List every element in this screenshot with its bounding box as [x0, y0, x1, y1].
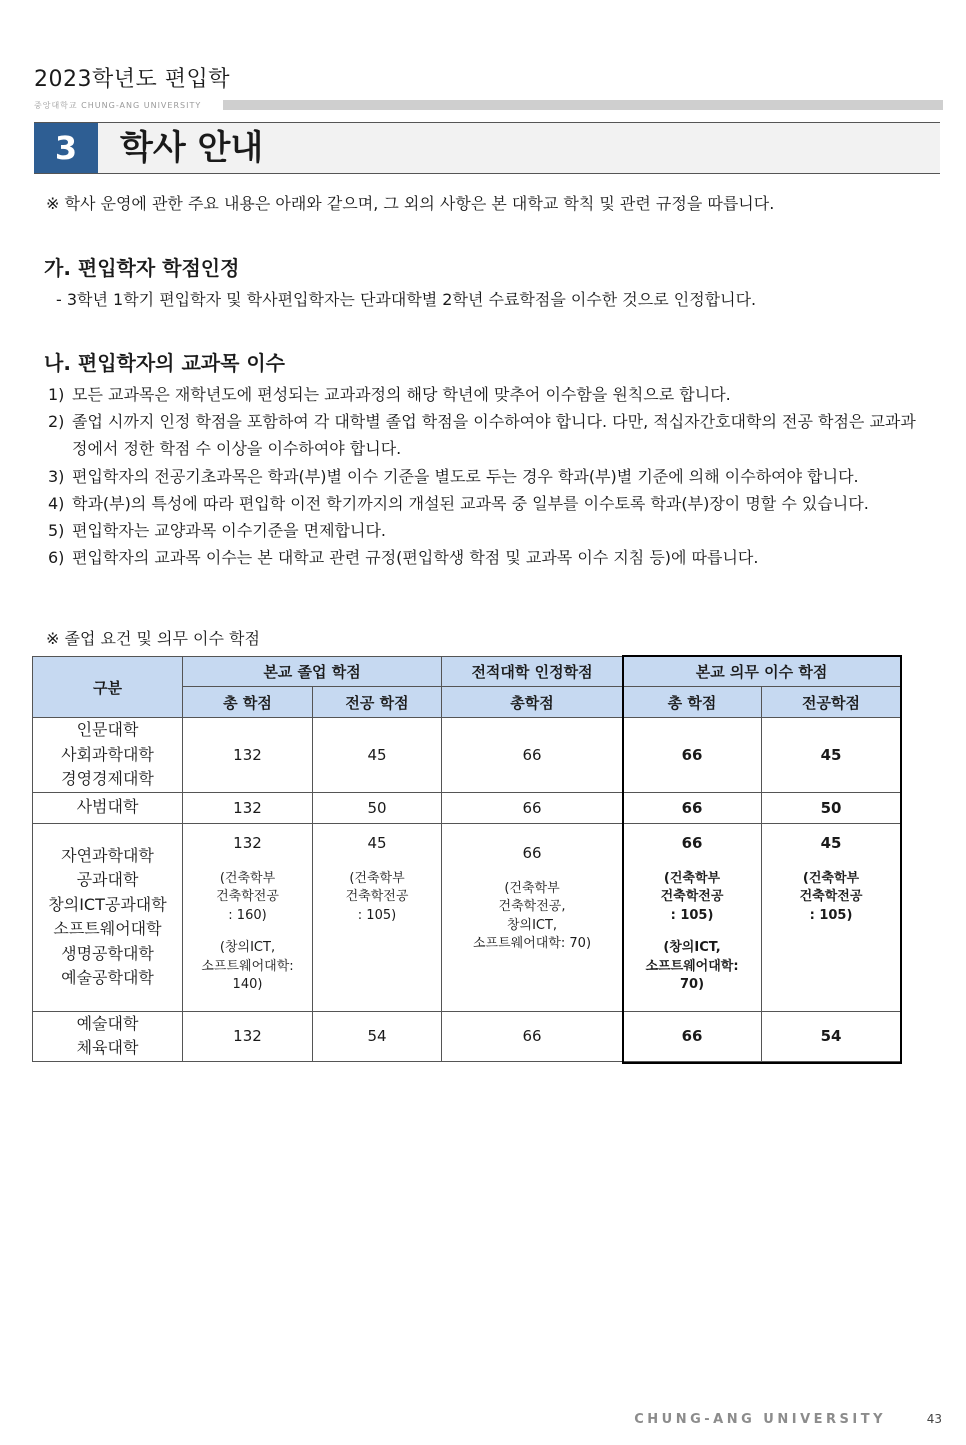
- mand-major-cell: 45: [762, 718, 901, 793]
- cell-value: 132: [233, 833, 262, 852]
- section-number: 3: [34, 123, 98, 173]
- table-row: [33, 792, 901, 823]
- note-line: 70): [679, 977, 705, 992]
- note-line: : 160): [228, 907, 267, 923]
- cell-value: 66: [681, 833, 703, 852]
- note-line: (창의ICT,: [219, 940, 276, 955]
- prev-total-cell: [442, 823, 623, 1011]
- course-rules-list: [48, 381, 948, 571]
- part-b-heading: 나. 편입학자의 교과목 이수: [44, 351, 286, 375]
- college-name: 자연과학대학: [61, 845, 154, 865]
- grad-total-cell: 132: [183, 718, 313, 793]
- grad-total-cell: [183, 823, 313, 1011]
- list-item-text: 학과(부)의 특성에 따라 편입학 이전 학기까지의 개설된 교과목 중 일부를 이수토록 학과(부)장이 명할 수 있습니다.: [72, 493, 869, 513]
- list-item: [48, 381, 948, 408]
- list-item-number: 2): [48, 412, 65, 432]
- mand-total-cell: 66: [623, 1011, 762, 1061]
- cell-value: 45: [820, 833, 842, 852]
- note-line: 건축학전공: [660, 889, 724, 904]
- note-line: 건축학전공: [345, 889, 409, 904]
- part-a-heading: 가. 편입학자 학점인정: [44, 256, 240, 280]
- header-category: 구분: [33, 657, 183, 718]
- college-name: 예술공학대학: [61, 968, 154, 987]
- list-item-number: 6): [48, 548, 65, 568]
- header-mand-total: 총 학점: [623, 687, 762, 718]
- row-category: [33, 718, 183, 793]
- grad-major-cell: 50: [313, 792, 442, 823]
- list-item-text: 모든 교과목은 재학년도에 편성되는 교과과정의 해당 학년에 맞추어 이수함을 원칙으로 합니다.: [72, 385, 731, 404]
- mand-total-cell: 66: [623, 718, 762, 793]
- note-line: : 105): [357, 907, 397, 923]
- college-name: 인문대학: [76, 720, 139, 739]
- note-line: 140): [232, 977, 263, 992]
- note-line: 소프트웨어대학:: [201, 958, 294, 974]
- grad-major-cell: 45: [313, 718, 442, 793]
- prev-total-cell: 66: [442, 1011, 623, 1061]
- note-line: (건축학부: [219, 870, 276, 886]
- note-line: (건축학부: [504, 880, 560, 896]
- note-line: : 105): [809, 907, 853, 923]
- mand-major-cell: 50: [762, 792, 901, 823]
- cell-note: [313, 870, 441, 926]
- mand-total-cell: 66: [623, 792, 762, 823]
- table-header-row: [33, 657, 901, 687]
- cell-note: [183, 870, 312, 926]
- table-caption: ※ 졸업 요건 및 의무 이수 학점: [46, 629, 260, 648]
- table-row: [33, 823, 901, 1011]
- note-line: 창의ICT,: [506, 917, 558, 933]
- note-line: (창의ICT,: [663, 940, 721, 955]
- header-grad-major: 전공 학점: [313, 687, 442, 718]
- mand-major-cell: 54: [762, 1011, 901, 1061]
- college-name: 사범대학: [76, 797, 139, 817]
- college-name: 생명공학대학: [61, 943, 154, 963]
- note-line: 건축학전공,: [498, 899, 566, 914]
- cell-note: [183, 939, 312, 995]
- list-item-number: 3): [48, 466, 65, 486]
- footer-university: CHUNG-ANG UNIVERSITY: [634, 1412, 886, 1427]
- cell-note: [442, 880, 622, 954]
- list-item: [48, 408, 948, 462]
- college-name: 공과대학: [76, 870, 139, 889]
- list-item-text: 졸업 시까지 인정 학점을 포함하여 각 대학별 졸업 학점을 이수하여야 합니다. 다만, 적십자간호대학의 전공 학점은 교과과정에서 정한 학점 수 이상을 이수하여야 합니다.: [72, 412, 916, 459]
- table-row: [33, 1011, 901, 1061]
- mand-total-cell: [623, 823, 762, 1011]
- note-line: (건축학부: [663, 870, 721, 886]
- header-previous-school-credits: 전적대학 인정학점: [442, 657, 623, 687]
- note-line: (건축학부: [802, 870, 860, 886]
- college-name: 사회과학대학: [61, 744, 154, 764]
- prev-total-cell: 66: [442, 718, 623, 793]
- document-title: 2023학년도 편입학: [34, 67, 230, 92]
- note-line: 건축학전공: [799, 889, 863, 904]
- list-item-number: 4): [48, 493, 65, 513]
- list-item: [48, 463, 948, 490]
- grad-total-cell: 132: [183, 792, 313, 823]
- row-category: [33, 823, 183, 1011]
- section-heading: [34, 122, 940, 174]
- university-subtitle: 중앙대학교 CHUNG-ANG UNIVERSITY: [34, 101, 202, 110]
- header-graduation-credits: 본교 졸업 학점: [183, 657, 442, 687]
- cell-note: [623, 870, 761, 926]
- section-title: 학사 안내: [120, 128, 264, 168]
- list-item: [48, 490, 948, 517]
- graduation-credit-table: [32, 656, 901, 1062]
- header-rule: [223, 100, 943, 110]
- intro-note: ※ 학사 운영에 관한 주요 내용은 아래와 같으며, 그 외의 사항은 본 대학교 학칙 및 관련 규정을 따릅니다.: [46, 194, 775, 213]
- college-name: 창의ICT공과대학: [48, 894, 167, 914]
- list-item-number: 1): [48, 385, 65, 404]
- grad-major-cell: 54: [313, 1011, 442, 1061]
- row-category: [33, 1011, 183, 1061]
- cell-note: [762, 870, 900, 926]
- cell-value: 45: [367, 833, 387, 852]
- list-item-text: 편입학자는 교양과목 이수기준을 면제합니다.: [72, 521, 387, 541]
- college-name: 예술대학: [76, 1013, 139, 1033]
- header-grad-total: 총 학점: [183, 687, 313, 718]
- college-name: 체육대학: [76, 1038, 139, 1057]
- cell-value: 66: [522, 843, 542, 862]
- college-name: 경영경제대학: [61, 769, 154, 788]
- list-item: [48, 544, 948, 571]
- header-mandatory-credits: 본교 의무 이수 학점: [623, 657, 901, 687]
- note-line: (건축학부: [349, 870, 405, 886]
- grad-total-cell: 132: [183, 1011, 313, 1061]
- table-row: [33, 718, 901, 793]
- page-number: 43: [926, 1412, 942, 1426]
- note-line: 소프트웨어대학: 70): [472, 936, 592, 951]
- list-item-number: 5): [48, 521, 65, 541]
- cell-note: [623, 939, 761, 995]
- header-prev-total: 총학점: [442, 687, 623, 718]
- note-line: : 105): [670, 907, 714, 923]
- prev-total-cell: 66: [442, 792, 623, 823]
- note-line: 건축학전공: [216, 889, 279, 904]
- part-a-text: - 3학년 1학기 편입학자 및 학사편입학자는 단과대학별 2학년 수료학점을 이수한 것으로 인정합니다.: [56, 290, 757, 309]
- header-mand-major: 전공학점: [762, 687, 901, 718]
- college-name: 소프트웨어대학: [53, 919, 162, 938]
- note-line: 소프트웨어대학:: [645, 958, 739, 974]
- list-item: [48, 517, 948, 544]
- list-item-text: 편입학자의 교과목 이수는 본 대학교 관련 규정(편입학생 학점 및 교과목 이수 지침 등)에 따릅니다.: [72, 548, 759, 568]
- row-category: [33, 792, 183, 823]
- list-item-text: 편입학자의 전공기초과목은 학과(부)별 이수 기준을 별도로 두는 경우 학과(부)별 기준에 의해 이수하여야 합니다.: [72, 466, 859, 486]
- grad-major-cell: [313, 823, 442, 1011]
- mand-major-cell: [762, 823, 901, 1011]
